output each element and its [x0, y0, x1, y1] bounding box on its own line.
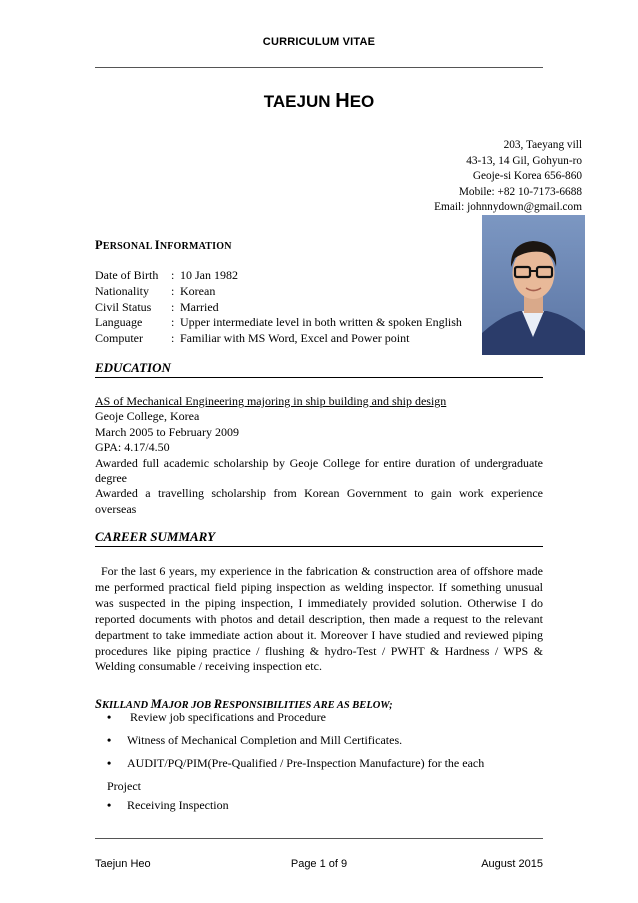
bullet-icon: • [107, 710, 112, 724]
heading-cap: S [95, 697, 102, 711]
address-line-3: Geoje-si Korea 656-860 [472, 170, 582, 183]
skill-bullet-1 [107, 710, 326, 725]
education-gpa: GPA: 4.17/4.50 [95, 440, 170, 455]
row-value: Married [180, 299, 219, 314]
skill-text: Witness of Mechanical Completion and Mill Certificates. [127, 733, 403, 747]
row-sep: : [171, 299, 175, 314]
address-line-2: 43-13, 14 Gil, Gohyun-ro [466, 154, 582, 167]
profile-photo [482, 215, 585, 355]
personal-row-nationality [95, 284, 462, 300]
skill-bullet-3-continuation: Project [107, 779, 141, 793]
heading-rest: AJOR JOB [161, 700, 214, 711]
heading-cap: R [213, 697, 223, 711]
heading-cap: P [95, 238, 103, 252]
skill-bullet-4 [107, 798, 229, 813]
personal-row-computer [95, 331, 462, 347]
footer-date: August 2015 [481, 858, 543, 870]
row-sep: : [171, 315, 175, 330]
contact-address [434, 138, 582, 216]
email-address: Email: johnnydown@gmail.com [434, 201, 582, 214]
skill-text: AUDIT/PQ/PIM(Pre-Qualified / Pre-Inspection Manufacture) for the each [127, 756, 485, 770]
row-key: Language [95, 315, 143, 330]
row-value: 10 Jan 1982 [180, 268, 238, 282]
footer-rule [95, 838, 543, 839]
skill-bullet-2 [107, 733, 402, 748]
heading-rest: NFORMATION [159, 241, 232, 252]
row-sep: : [171, 283, 175, 298]
personal-row-civil-status [95, 300, 462, 316]
skill-bullet-3 [107, 756, 543, 771]
heading-cap: M [150, 697, 162, 711]
name-last-initial: H [335, 90, 350, 112]
row-sep: : [171, 331, 175, 346]
row-key: Date of Birth [95, 268, 159, 282]
heading-rest: ERSONAL [102, 241, 155, 252]
row-key: Civil Status [95, 299, 152, 314]
skill-text: Receiving Inspection [127, 798, 229, 812]
row-value: Upper intermediate level in both written & spoken English [180, 315, 462, 330]
education-period: March 2005 to February 2009 [95, 424, 239, 439]
education-heading: EDUCATION [95, 360, 543, 378]
row-key: Nationality [95, 283, 149, 298]
personal-row-dob [95, 268, 462, 284]
personal-information-heading [95, 238, 232, 253]
personal-info-list [95, 268, 462, 347]
bullet-icon: • [107, 756, 112, 770]
candidate-name [0, 90, 638, 113]
bullet-icon: • [107, 733, 112, 747]
footer-page-number: Page 1 of 9 [290, 858, 348, 870]
row-value: Familiar with MS Word, Excel and Power point [180, 331, 410, 346]
name-first: TAEJUN [263, 92, 336, 111]
career-summary-heading: CAREER SUMMARY [95, 529, 543, 547]
education-degree: AS of Mechanical Engineering majoring in ship building and ship design [95, 394, 447, 408]
name-last-rest: EO [349, 92, 375, 111]
personal-row-language [95, 315, 462, 331]
mobile-number: Mobile: +82 10-7173-6688 [458, 185, 582, 198]
header-rule [95, 67, 543, 68]
skill-text: Review job specifications and Procedure [127, 710, 326, 724]
page-header-title: CURRICULUM VITAE [262, 36, 376, 48]
footer-author: Taejun Heo [95, 858, 151, 870]
heading-cap: I [154, 238, 160, 252]
row-sep: : [171, 268, 175, 282]
row-key: Computer [95, 331, 143, 346]
career-summary-text: For the last 6 years, my experience in the fabrication & construction area of offshore made me performed practical field piping inspection as welding inspector. If something unusual was suspected in the piping inspection, I immediately provided solution. Otherwise I do reported documents with photos and detail description, then made a request to the relevant department to take immediate action about it. Moreover I have studied and reviewed piping procedures like piping practice / flushing & hydro-Test / PWHT & Hardness / WPS & Welding consumable / receiving inspection etc. [95, 564, 543, 674]
row-value: Korean [180, 283, 216, 298]
bullet-icon: • [107, 798, 112, 812]
education-award-2: Awarded a travelling scholarship from Korean Government to gain work experience overseas [95, 486, 543, 516]
education-award-1: Awarded full academic scholarship by Geoje College for entire duration of undergraduate degree [95, 455, 543, 486]
address-line-1: 203, Taeyang vill [503, 139, 582, 151]
heading-rest: KILL [101, 700, 126, 711]
education-school: Geoje College, Korea [95, 409, 200, 424]
heading-rest: ESPONSIBILITIES ARE AS BELOW; [222, 700, 393, 711]
education-section [95, 394, 543, 517]
heading-rest: AND [125, 700, 151, 711]
